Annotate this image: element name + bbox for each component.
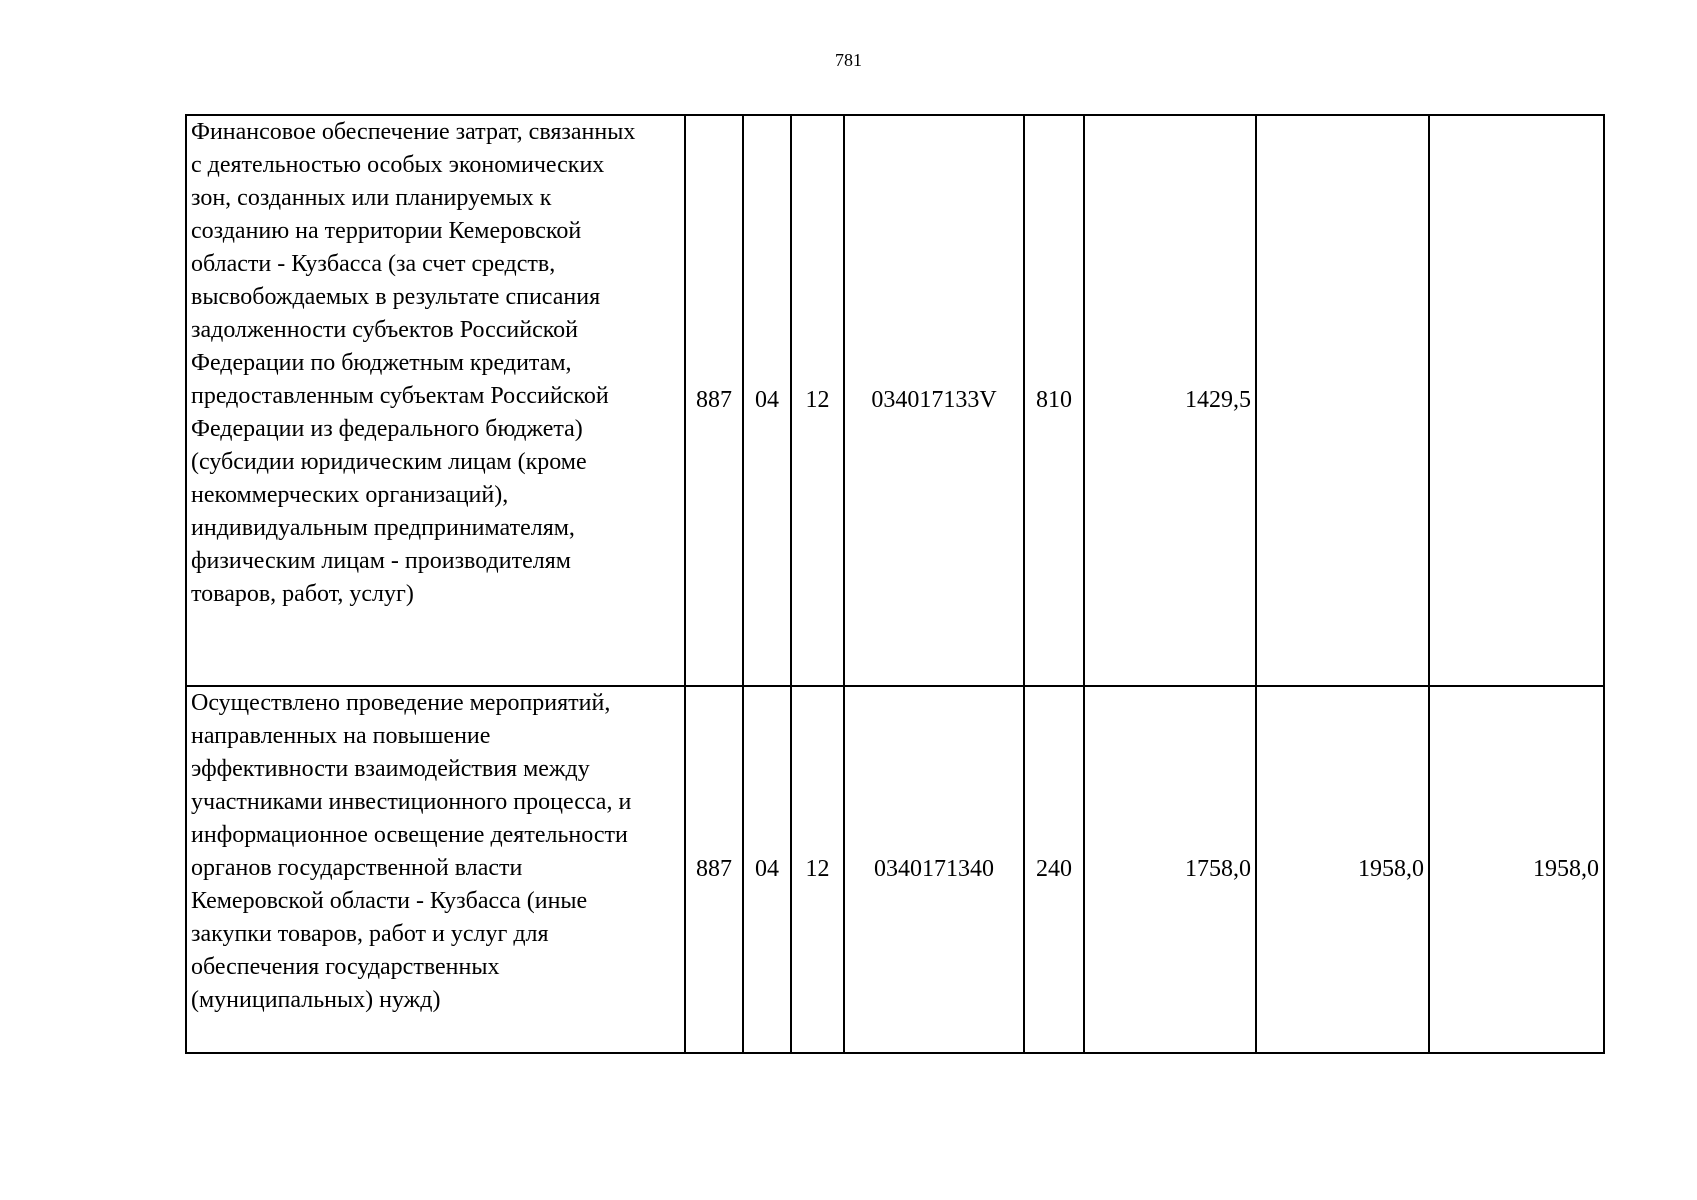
row-description-cell bbox=[186, 686, 685, 1053]
row-description-cell bbox=[186, 115, 685, 686]
target-article-code: 034017133V bbox=[844, 115, 1024, 686]
amount-year-1: 1429,5 bbox=[1084, 115, 1256, 686]
amount-year-1: 1758,0 bbox=[1084, 686, 1256, 1053]
expense-type-code: 810 bbox=[1024, 115, 1084, 686]
budget-table bbox=[185, 114, 1605, 1054]
amount-year-2: 1958,0 bbox=[1256, 686, 1429, 1053]
subsection-code: 12 bbox=[791, 686, 844, 1053]
ministry-code: 887 bbox=[685, 115, 743, 686]
page-number: 781 bbox=[835, 50, 862, 70]
amount-year-3: 1958,0 bbox=[1429, 686, 1604, 1053]
row-description: Осуществлено проведение мероприятий, направленных на повышение эффективности взаимодействия между участниками инвестиционного процесса, и информационное освещение деятельности органов государственной власти Кемеровской области - Кузбасса (иные закупки товаров, работ и услуг для обеспечения государственных (муниципальных) нужд) bbox=[191, 690, 632, 1013]
ministry-code: 887 bbox=[685, 686, 743, 1053]
expense-type-code: 240 bbox=[1024, 686, 1084, 1053]
target-article-code: 0340171340 bbox=[844, 686, 1024, 1053]
row-description: Финансовое обеспечение затрат, связанных с деятельностью особых экономических зон, созданных или планируемых к созданию на территории Кемеровской области - Кузбасса (за счет средств, высвобождаемых в результате списания задолженности субъектов Российской Федерации по бюджетным кредитам, предоставленным субъектам Российской Федерации из федерального бюджета) (субсидии юридическим лицам (кроме некоммерческих организаций), индивидуальным предпринимателям, физическим лицам - производителям товаров, работ, услуг) bbox=[191, 119, 636, 607]
table-row bbox=[186, 115, 1604, 686]
section-code: 04 bbox=[743, 115, 791, 686]
table-row bbox=[186, 686, 1604, 1053]
subsection-code: 12 bbox=[791, 115, 844, 686]
amount-year-3 bbox=[1429, 115, 1604, 686]
section-code: 04 bbox=[743, 686, 791, 1053]
amount-year-2 bbox=[1256, 115, 1429, 686]
